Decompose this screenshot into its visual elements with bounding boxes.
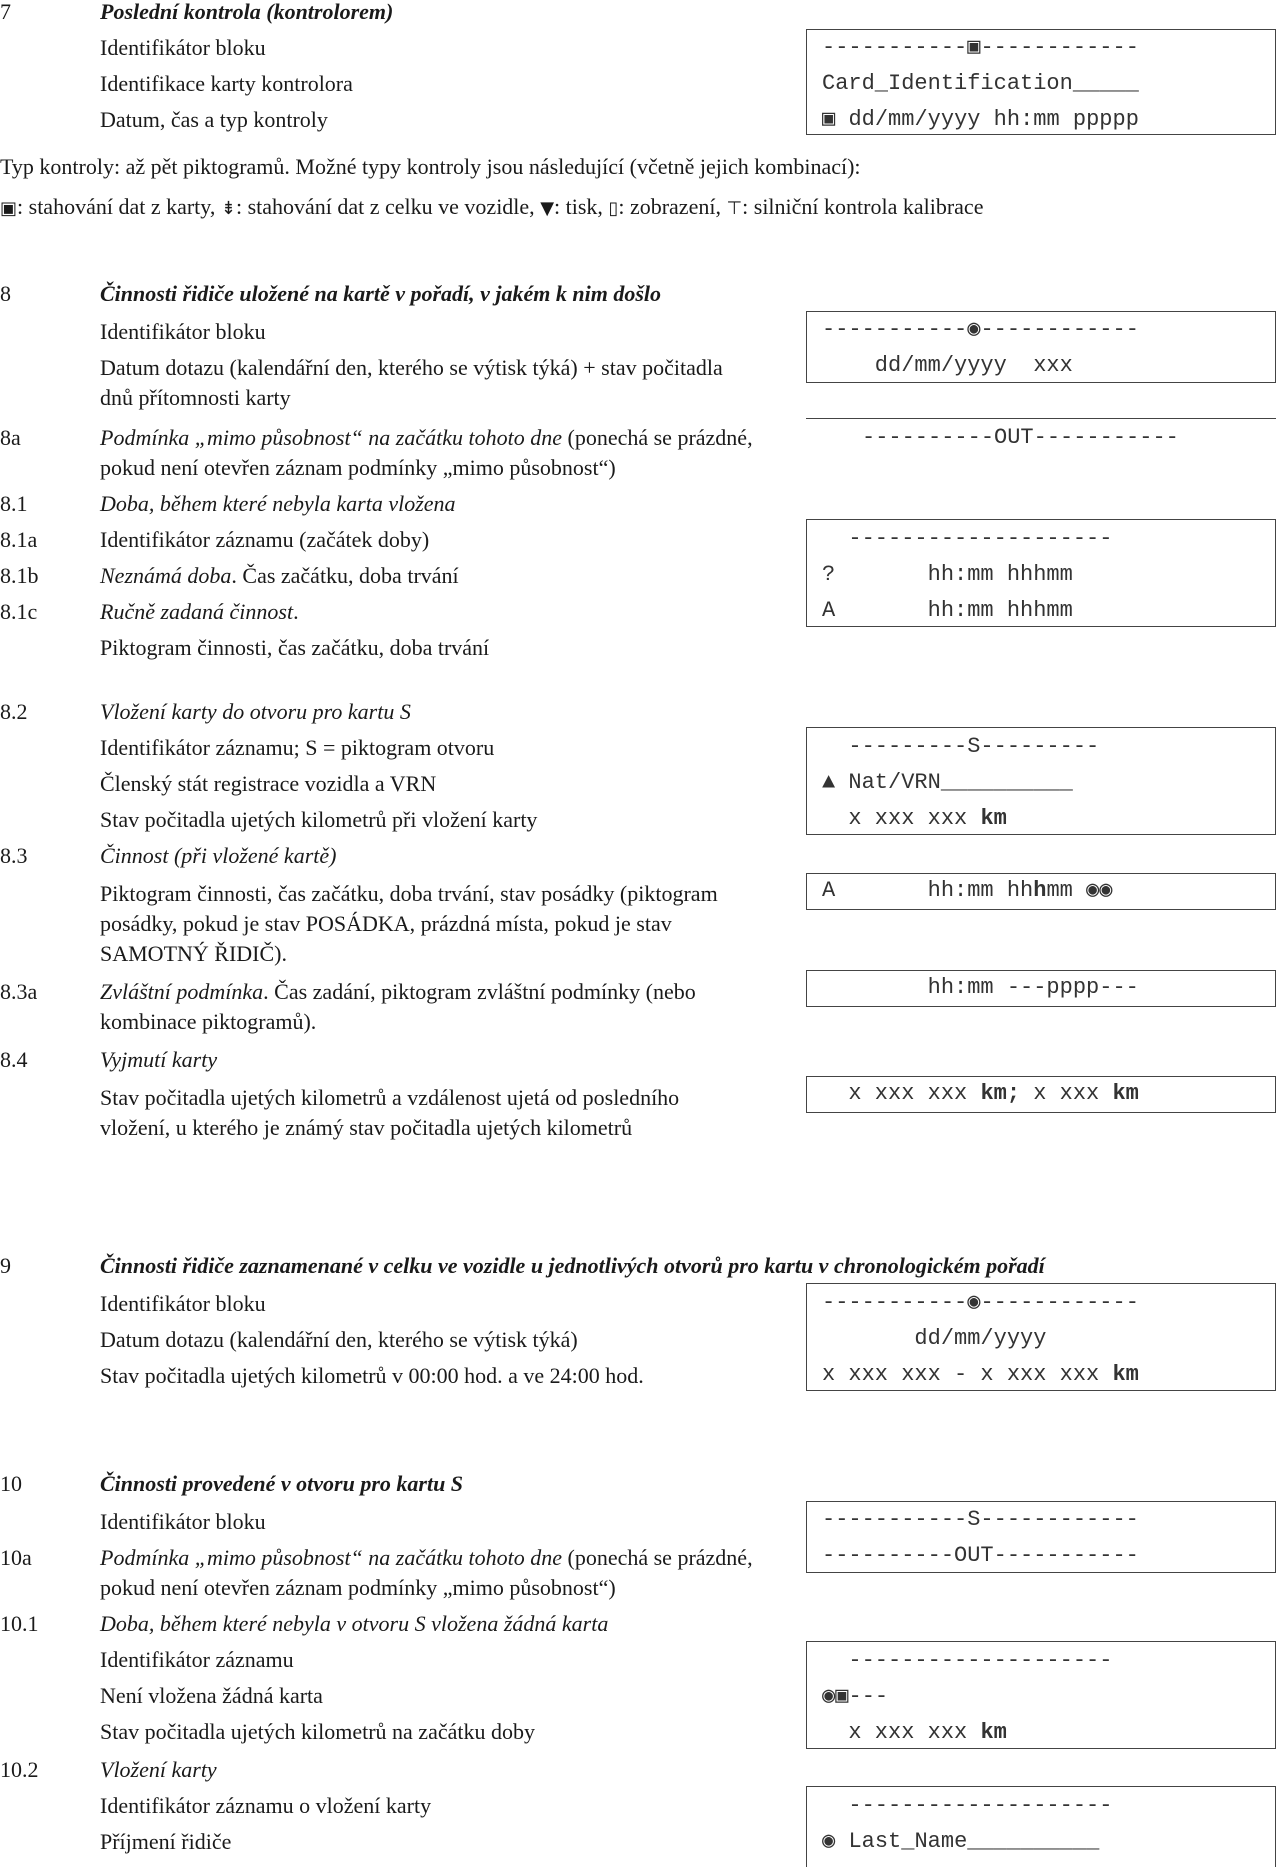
s102-number: 10.2 <box>0 1757 39 1782</box>
s7-note-pictograms: ▣: stahování dat z karty, ⇟: stahování dat z celku ve vozidle, ▼: tisk, ▯: zobrazení, ⊤: silniční kontrola kalibrace <box>0 194 984 219</box>
s101-row-3: Stav počitadla ujetých kilometrů na začátku doby <box>100 1719 535 1744</box>
s10a-text: Podmínka „mimo působnost“ na začátku tohoto dne (ponechá se prázdné, <box>100 1545 753 1570</box>
s83-row-3: SAMOTNÝ ŘIDIČ). <box>100 941 287 966</box>
s84-title: Vyjmutí karty <box>100 1047 218 1072</box>
vu-download-icon: ⇟ <box>220 198 236 219</box>
card-download-icon: ▣ <box>0 198 18 219</box>
s9-box-line-2: dd/mm/yyyy <box>822 1326 1047 1351</box>
section-7-title: Poslední kontrola (kontrolorem) <box>100 0 394 24</box>
s8-box-line-2: dd/mm/yyyy xxx <box>822 353 1073 378</box>
s83a-box-line: hh:mm ---pppp--- <box>822 975 1139 1000</box>
s81a-text: Identifikátor záznamu (začátek doby) <box>100 527 430 552</box>
s10a-text-2: pokud není otevřen záznam podmínky „mimo působnost“) <box>100 1575 616 1600</box>
section-10-number: 10 <box>0 1471 22 1496</box>
s7-box-line-2: Card_Identification_____ <box>822 71 1139 96</box>
s81b-number: 8.1b <box>0 563 39 588</box>
calibration-icon: ⊤ <box>726 198 743 219</box>
section-9-title: Činnosti řidiče zaznamenané v celku ve vozidle u jednotlivých otvorů pro kartu v chronologickém pořadí <box>100 1253 1045 1278</box>
s81-box <box>806 519 1276 627</box>
s7-row-controller-card: Identifikace karty kontrolora <box>100 71 353 96</box>
s9-row-odometer: Stav počitadla ujetých kilometrů v 00:00 hod. a ve 24:00 hod. <box>100 1363 644 1388</box>
s83a-text-2: kombinace piktogramů). <box>100 1009 317 1034</box>
s81c-number: 8.1c <box>0 599 38 624</box>
s102-box-line-2: ◉ Last_Name__________ <box>822 1829 1100 1854</box>
section-7-number: 7 <box>0 0 11 24</box>
s9-row-block-id: Identifikátor bloku <box>100 1291 266 1316</box>
s101-row-2: Není vložena žádná karta <box>100 1683 323 1708</box>
s102-row-2: Příjmení řidiče <box>100 1829 232 1854</box>
s9-box-line-3: x xxx xxx - x xxx xxx km <box>822 1362 1139 1387</box>
s7-box-line-3: ▣ dd/mm/yyyy hh:mm ppppp <box>822 107 1139 132</box>
s10-header-box <box>806 1501 1276 1573</box>
s10-row-block-id: Identifikátor bloku <box>100 1509 266 1534</box>
s83a-number: 8.3a <box>0 979 38 1004</box>
s8-box-line-1: -----------◉------------ <box>822 317 1139 342</box>
s82-row-1: Identifikátor záznamu; S = piktogram otvoru <box>100 735 495 760</box>
s82-title: Vložení karty do otvoru pro kartu S <box>100 699 411 724</box>
s10a-out-line: ----------OUT----------- <box>822 1543 1139 1568</box>
s82-box-line-1: ---------S--------- <box>822 734 1100 759</box>
s101-box <box>806 1641 1276 1749</box>
s101-row-1: Identifikátor záznamu <box>100 1647 294 1672</box>
s84-row-2: vložení, u kterého je známý stav počitadla ujetých kilometrů <box>100 1115 633 1140</box>
s82-box <box>806 727 1276 835</box>
s8-row-query-date: Datum dotazu (kalendářní den, kterého se výtisk týká) + stav počitadla <box>100 355 723 380</box>
s81c-text: Ručně zadaná činnost. <box>100 599 299 624</box>
s81b-text: Neznámá doba. Čas začátku, doba trvání <box>100 563 459 588</box>
s84-number: 8.4 <box>0 1047 28 1072</box>
display-icon: ▯ <box>608 198 619 219</box>
s101-number: 10.1 <box>0 1611 39 1636</box>
s8-row-block-id: Identifikátor bloku <box>100 319 266 344</box>
s10a-number: 10a <box>0 1545 32 1570</box>
s101-box-line-2: ◉▣--- <box>822 1684 889 1709</box>
s102-box-line-1: -------------------- <box>822 1793 1113 1818</box>
s81-box-line-2: ? hh:mm hhhmm <box>822 562 1073 587</box>
s8-divider <box>806 418 1276 419</box>
s7-row-date-time-type: Datum, čas a typ kontroly <box>100 107 328 132</box>
s8-header-box <box>806 311 1276 383</box>
s81-number: 8.1 <box>0 491 28 516</box>
s81-box-line-3: A hh:mm hhhmm <box>822 598 1073 623</box>
s83-box-line: A hh:mm hhhmm ◉◉ <box>822 878 1113 903</box>
s7-box-line-1: -----------▣------------ <box>822 35 1139 60</box>
s9-box <box>806 1283 1276 1391</box>
s81-box-line-1: -------------------- <box>822 526 1113 551</box>
s83-row-2: posádky, pokud je stav POSÁDKA, prázdná místa, pokud je stav <box>100 911 672 936</box>
s102-title: Vložení karty <box>100 1757 217 1782</box>
s83-box <box>806 873 1276 910</box>
s83a-box <box>806 970 1276 1007</box>
s83-row-1: Piktogram činnosti, čas začátku, doba trvání, stav posádky (piktogram <box>100 881 718 906</box>
s82-row-3: Stav počitadla ujetých kilometrů při vložení karty <box>100 807 538 832</box>
s8-row-query-date-2: dnů přítomnosti karty <box>100 385 291 410</box>
s81c-text-2: Piktogram činnosti, čas začátku, doba trvání <box>100 635 490 660</box>
s8a-text-2: pokud není otevřen záznam podmínky „mimo působnost“) <box>100 455 616 480</box>
s9-box-line-1: -----------◉------------ <box>822 1290 1139 1315</box>
s82-box-line-2: ▲ Nat/VRN__________ <box>822 770 1073 795</box>
s84-box-line: x xxx xxx km; x xxx km <box>822 1081 1139 1106</box>
s84-box <box>806 1076 1276 1113</box>
s82-box-line-3: x xxx xxx km <box>822 806 1007 831</box>
s7-note-control-type: Typ kontroly: až pět piktogramů. Možné typy kontroly jsou následující (včetně jejich kombinací): <box>0 154 861 179</box>
s7-printout-box <box>806 29 1276 135</box>
s84-row-1: Stav počitadla ujetých kilometrů a vzdálenost ujetá od posledního <box>100 1085 680 1110</box>
s82-number: 8.2 <box>0 699 28 724</box>
s8a-out-line: ----------OUT----------- <box>862 425 1179 450</box>
s7-row-block-id: Identifikátor bloku <box>100 35 266 60</box>
s8a-number: 8a <box>0 425 21 450</box>
s83-number: 8.3 <box>0 843 28 868</box>
s9-row-query-date: Datum dotazu (kalendářní den, kterého se výtisk týká) <box>100 1327 578 1352</box>
s8a-text: Podmínka „mimo působnost“ na začátku tohoto dne (ponechá se prázdné, <box>100 425 753 450</box>
s83a-text: Zvláštní podmínka. Čas zadání, piktogram zvláštní podmínky (nebo <box>100 979 696 1004</box>
s81-title: Doba, během které nebyla karta vložena <box>100 491 456 516</box>
s10-box-line-1: -----------S------------ <box>822 1507 1139 1532</box>
s82-row-2: Členský stát registrace vozidla a VRN <box>100 771 437 796</box>
s101-title: Doba, během které nebyla v otvoru S vložena žádná karta <box>100 1611 609 1636</box>
section-8-number: 8 <box>0 281 11 306</box>
s101-box-line-1: -------------------- <box>822 1648 1113 1673</box>
section-9-number: 9 <box>0 1253 11 1278</box>
section-8-title: Činnosti řidiče uložené na kartě v pořadí, v jakém k nim došlo <box>100 281 662 306</box>
s102-row-1: Identifikátor záznamu o vložení karty <box>100 1793 432 1818</box>
s101-box-line-3: x xxx xxx km <box>822 1720 1007 1745</box>
s102-box <box>806 1786 1276 1867</box>
s81a-number: 8.1a <box>0 527 38 552</box>
section-10-title: Činnosti provedené v otvoru pro kartu S <box>100 1471 464 1496</box>
printer-icon: ▼ <box>540 198 555 219</box>
s83-title: Činnost (při vložené kartě) <box>100 843 337 868</box>
